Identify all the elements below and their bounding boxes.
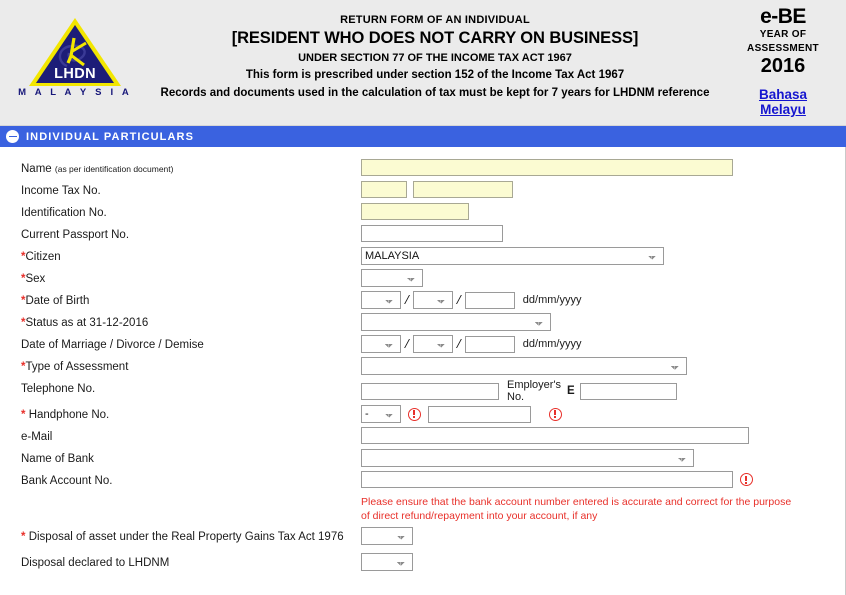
header-line-5: Records and documents used in the calculation of tax must be kept for 7 years for LHDNM reference xyxy=(160,87,710,99)
row-type-of-assessment xyxy=(1,357,845,379)
row-handphone-no xyxy=(1,405,845,427)
row-current-passport-no xyxy=(1,225,845,247)
dob-format-hint: dd/mm/yyyy xyxy=(522,294,582,306)
label-name-text: Name xyxy=(21,163,52,175)
required-marker: * xyxy=(21,273,26,285)
employer-no-input[interactable] xyxy=(580,383,677,400)
label-name-note: (as per identification document) xyxy=(54,164,174,174)
label-bank-account-no: Bank Account No. xyxy=(21,475,113,487)
minus-circle-icon[interactable] xyxy=(6,130,19,143)
required-marker: * xyxy=(21,251,26,263)
handphone-prefix-select[interactable] xyxy=(361,405,401,423)
marriage-format-hint: dd/mm/yyyy xyxy=(522,338,582,350)
label-telephone-no: Telephone No. xyxy=(21,383,96,395)
lhdn-triangle-icon xyxy=(27,16,123,88)
row-name-of-bank xyxy=(1,449,845,471)
date-separator-icon: / xyxy=(405,336,409,352)
label-citizen-text: Citizen xyxy=(25,251,61,263)
row-citizen xyxy=(1,247,845,269)
exclamation-circle-icon[interactable] xyxy=(408,408,421,421)
label-identification-no: Identification No. xyxy=(21,207,107,219)
label-sex-text: Sex xyxy=(25,273,46,285)
bank-account-warning-line1: Please ensure that the bank account number entered is accurate and correct for the purpose xyxy=(361,496,792,508)
label-disposal-of-asset-text: Disposal of asset under the Real Property Gains Tax Act 1976 xyxy=(28,531,344,543)
label-name-of-bank: Name of Bank xyxy=(21,453,94,465)
disposal-of-asset-select[interactable] xyxy=(361,527,413,545)
header-form-info xyxy=(720,0,846,117)
svg-text:LHDN: LHDN xyxy=(54,66,96,82)
date-separator-icon: / xyxy=(456,292,461,308)
required-marker: * xyxy=(21,409,26,421)
label-date-of-birth xyxy=(21,291,361,309)
header-line-2: [RESIDENT WHO DOES NOT CARRY ON BUSINESS] xyxy=(231,29,639,47)
exclamation-circle-icon[interactable] xyxy=(740,473,753,486)
date-separator-icon: / xyxy=(456,336,461,352)
bank-account-warning-line2: of direct refund/repayment into your account, if any xyxy=(361,509,598,522)
required-marker: * xyxy=(21,295,26,307)
label-disposal-of-asset xyxy=(21,527,361,545)
income-tax-no-prefix-input[interactable] xyxy=(361,181,407,198)
row-name xyxy=(1,159,845,181)
label-name xyxy=(21,159,361,177)
bahasa-melayu-link[interactable] xyxy=(720,87,846,117)
page-header xyxy=(0,0,846,125)
email-input[interactable] xyxy=(361,427,749,444)
form-code: e-BE xyxy=(760,5,806,28)
sex-select[interactable] xyxy=(361,269,423,287)
bahasa-melayu-link-line2: Melayu xyxy=(760,102,806,118)
dob-month-select[interactable] xyxy=(413,291,453,309)
logo-subtitle: M A L A Y S I A xyxy=(18,87,132,98)
label-type-of-assessment xyxy=(21,357,361,375)
row-email xyxy=(1,427,845,449)
label-status-as-at-text: Status as at 31-12-2016 xyxy=(25,317,149,329)
row-identification-no xyxy=(1,203,845,225)
marriage-day-select[interactable] xyxy=(361,335,401,353)
assessment-label: ASSESSMENT xyxy=(747,42,819,54)
exclamation-circle-icon[interactable] xyxy=(549,408,562,421)
label-citizen xyxy=(21,247,361,265)
section-header-individual-particulars[interactable] xyxy=(0,125,846,147)
label-handphone-no-text: Handphone No. xyxy=(28,409,110,421)
row-income-tax-no xyxy=(1,181,845,203)
label-date-of-birth-text: Date of Birth xyxy=(25,295,90,307)
lhdn-logo xyxy=(0,0,150,98)
header-title-block xyxy=(150,0,720,99)
individual-particulars-form xyxy=(0,147,846,595)
label-current-passport-no: Current Passport No. xyxy=(21,229,130,241)
label-disposal-declared: Disposal declared to LHDNM xyxy=(21,557,170,569)
header-line-3: UNDER SECTION 77 OF THE INCOME TAX ACT 1967 xyxy=(298,52,572,64)
current-passport-no-input[interactable] xyxy=(361,225,503,242)
row-telephone-no xyxy=(1,379,845,405)
marriage-month-select[interactable] xyxy=(413,335,453,353)
marriage-year-input[interactable] xyxy=(465,336,515,353)
header-line-4: This form is prescribed under section 152 of the Income Tax Act 1967 xyxy=(245,69,625,81)
bank-account-no-input[interactable] xyxy=(361,471,733,488)
handphone-no-input[interactable] xyxy=(428,406,531,423)
label-sex xyxy=(21,269,361,287)
type-of-assessment-select[interactable] xyxy=(361,357,687,375)
label-status-as-at xyxy=(21,313,361,331)
name-of-bank-select[interactable] xyxy=(361,449,694,467)
date-separator-icon: / xyxy=(405,292,409,308)
employer-no-prefix: E xyxy=(567,385,575,397)
dob-year-input[interactable] xyxy=(465,292,515,309)
bahasa-melayu-link-line1: Bahasa xyxy=(758,87,808,103)
label-employer-no: Employer's No. xyxy=(507,379,562,403)
required-marker: * xyxy=(21,361,26,373)
row-disposal-of-asset xyxy=(1,527,845,549)
row-sex xyxy=(1,269,845,291)
telephone-no-input[interactable] xyxy=(361,383,499,400)
assessment-year: 2016 xyxy=(760,55,806,78)
name-input[interactable] xyxy=(361,159,733,176)
status-as-at-select[interactable] xyxy=(361,313,551,331)
row-status-as-at xyxy=(1,313,845,335)
label-income-tax-no: Income Tax No. xyxy=(21,185,101,197)
section-title: INDIVIDUAL PARTICULARS xyxy=(26,130,195,143)
disposal-declared-select[interactable] xyxy=(361,553,413,571)
row-date-of-marriage xyxy=(1,335,845,357)
label-type-of-assessment-text: Type of Assessment xyxy=(25,361,129,373)
income-tax-no-input[interactable] xyxy=(413,181,513,198)
dob-day-select[interactable] xyxy=(361,291,401,309)
required-marker: * xyxy=(21,317,26,329)
required-marker: * xyxy=(21,531,26,543)
row-disposal-declared xyxy=(1,553,845,575)
bank-account-warning xyxy=(1,493,841,527)
row-bank-account-no xyxy=(1,471,845,493)
identification-no-input[interactable] xyxy=(361,203,469,220)
row-date-of-birth xyxy=(1,291,845,313)
header-line-1: RETURN FORM OF AN INDIVIDUAL xyxy=(340,14,530,26)
citizen-select[interactable] xyxy=(361,247,664,265)
year-of-label: YEAR OF xyxy=(759,29,807,41)
label-date-of-marriage: Date of Marriage / Divorce / Demise xyxy=(21,339,204,351)
label-email: e-Mail xyxy=(21,431,53,443)
label-handphone-no xyxy=(21,405,361,423)
